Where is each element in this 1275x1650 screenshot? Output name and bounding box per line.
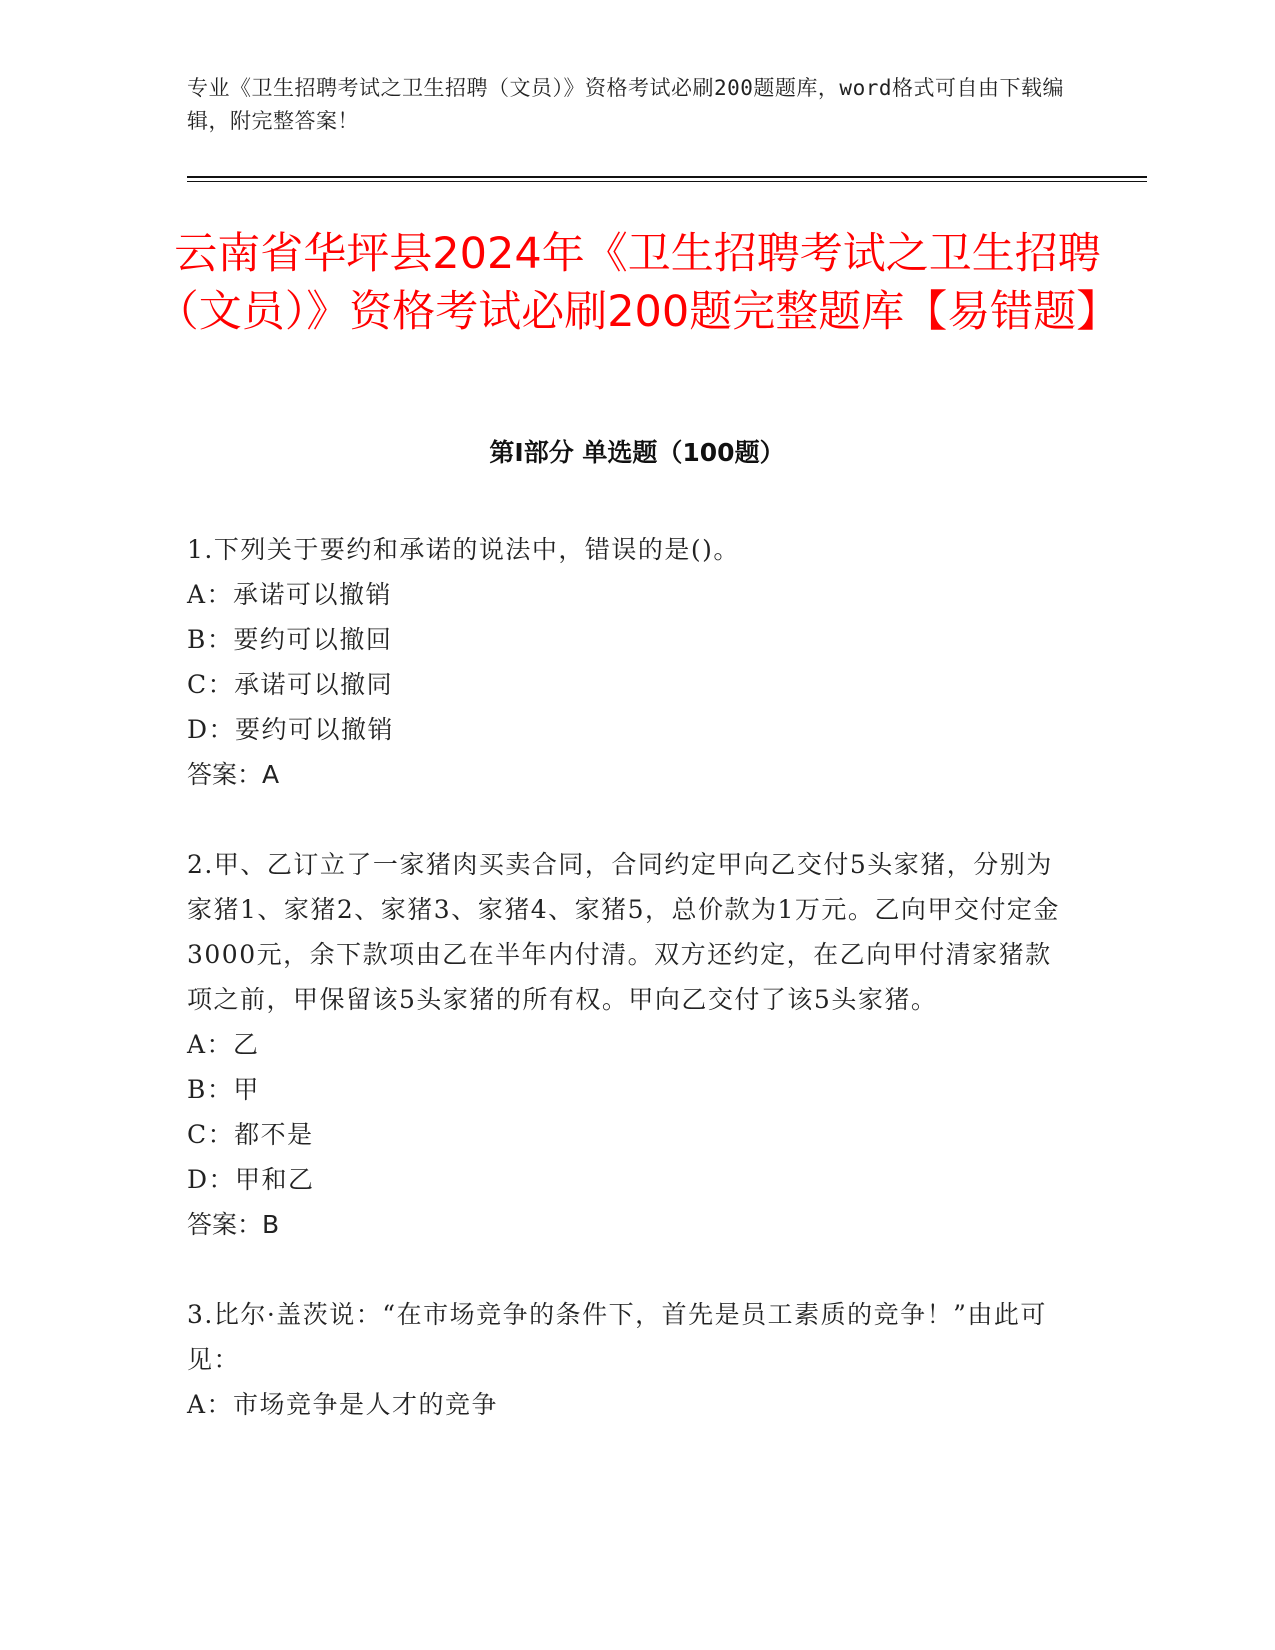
document-title: 云南省华坪县2024年《卫生招聘考试之卫生招聘（文员）》资格考试必刷200题完整题库【易错题】 — [155, 229, 1120, 337]
option-d: D：要约可以撤销 — [187, 715, 395, 744]
question-1 — [187, 527, 1077, 797]
header-divider-thick — [187, 176, 1147, 178]
answer: 答案：B — [187, 1210, 280, 1239]
option-a: A：市场竞争是人才的竞争 — [187, 1390, 499, 1419]
question-2 — [187, 842, 1077, 1247]
header-divider-thin — [187, 181, 1147, 182]
answer: 答案：A — [187, 760, 280, 789]
option-a: A：乙 — [187, 1030, 260, 1059]
question-list — [187, 527, 1077, 1472]
question-text: 2.甲、乙订立了一家猪肉买卖合同，合同约定甲向乙交付5头家猪，分别为家猪1、家猪2、家猪3、家猪4、家猪5，总价款为1万元。乙向甲交付定金3000元，余下款项由乙在半年内付清。双方还约定，在乙向甲付清家猪款项之前，甲保留该5头家猪的所有权。甲向乙交付了该5头家猪。 — [187, 850, 1060, 1014]
option-a: A：承诺可以撤销 — [187, 580, 393, 609]
question-text: 3.比尔·盖茨说：“在市场竞争的条件下，首先是员工素质的竞争！”由此可见： — [187, 1300, 1047, 1374]
option-b: B：甲 — [187, 1075, 260, 1104]
option-c: C：都不是 — [187, 1120, 314, 1149]
question-3 — [187, 1292, 1077, 1427]
option-b: B：要约可以撤回 — [187, 625, 393, 654]
option-d: D：甲和乙 — [187, 1165, 315, 1194]
option-c: C：承诺可以撤同 — [187, 670, 394, 699]
question-text: 1.下列关于要约和承诺的说法中，错误的是()。 — [187, 535, 740, 564]
header-note: 专业《卫生招聘考试之卫生招聘（文员）》资格考试必刷200题题库，word格式可自由下载编辑，附完整答案！ — [187, 76, 1064, 133]
section-title: 第Ⅰ部分 单选题（100题） — [489, 438, 785, 467]
